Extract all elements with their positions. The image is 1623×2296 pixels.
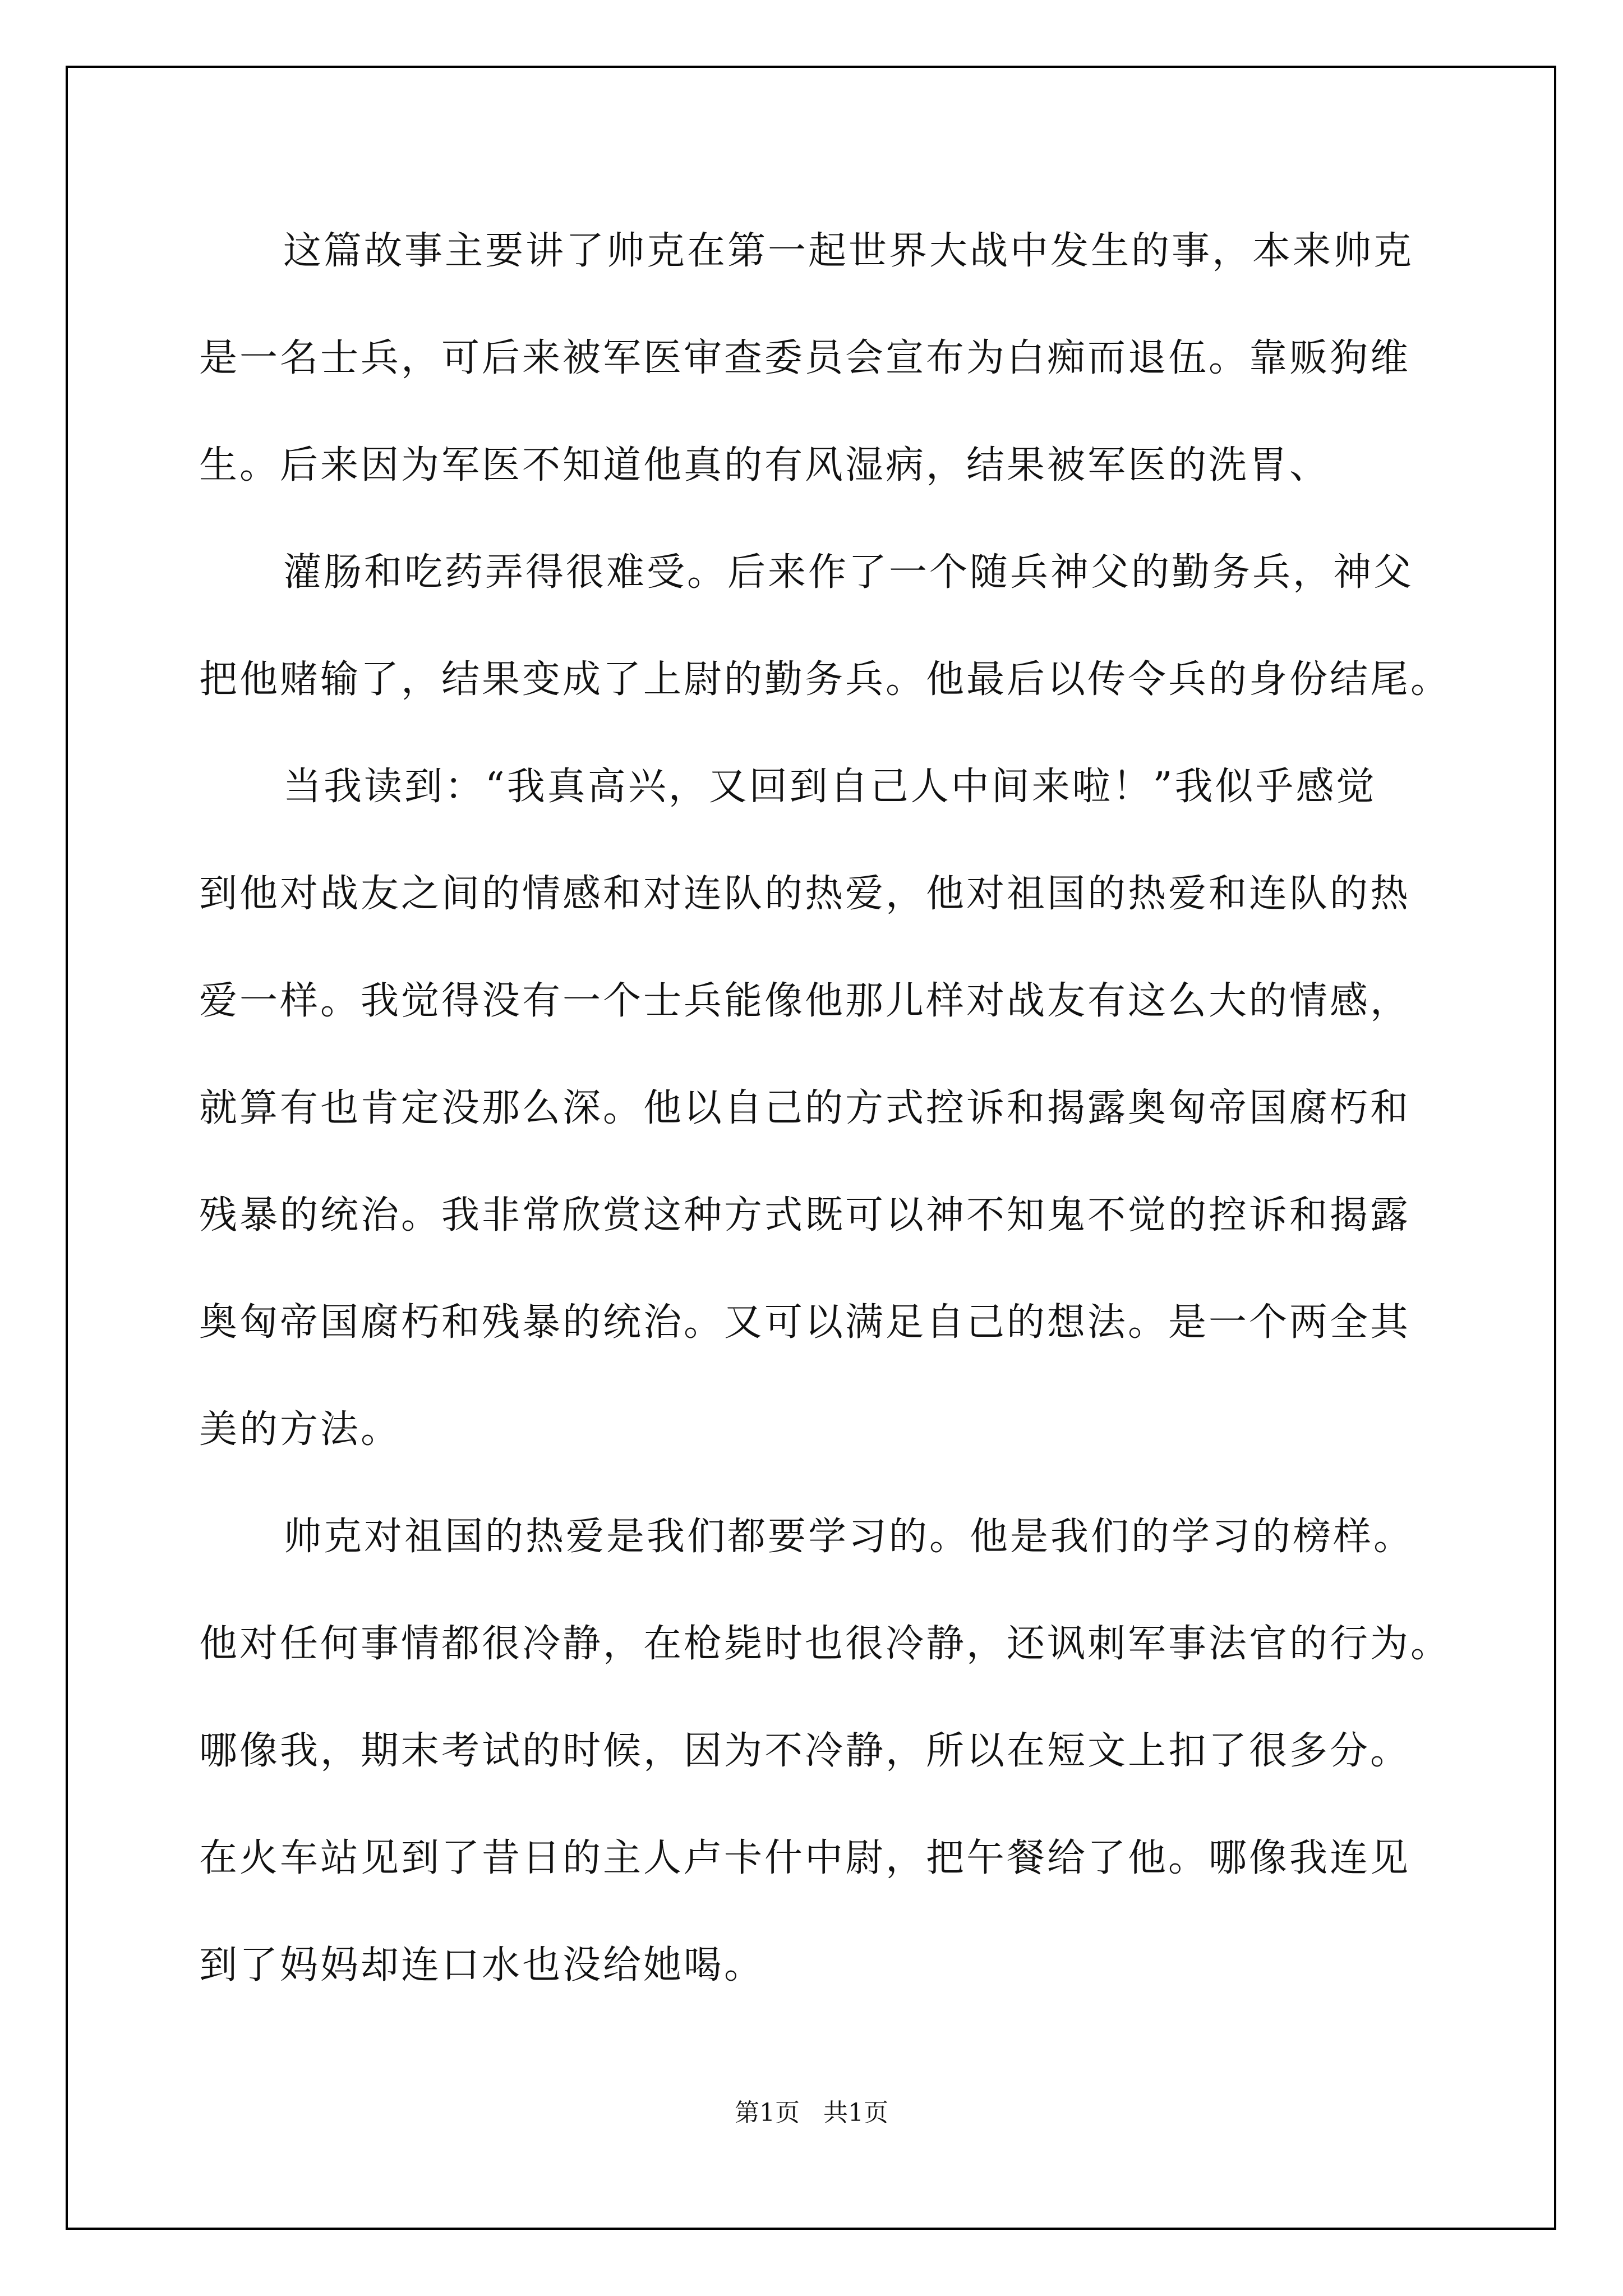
page-number-footer: 第1页 共1页 <box>735 2099 888 2127</box>
text-line: 灌肠和吃药弄得很难受。后来作了一个随兵神父的勤务兵，神父 <box>283 550 1414 595</box>
text-line: 爱一样。我觉得没有一个士兵能像他那儿样对战友有这么大的情感， <box>199 979 1411 1023</box>
text-line: 哪像我，期末考试的时候，因为不冷静，所以在短文上扣了很多分。 <box>199 1729 1411 1773</box>
text-line: 把他赌输了，结果变成了上尉的勤务兵。他最后以传令兵的身份结尾。 <box>199 657 1451 702</box>
text-line: 美的方法。 <box>199 1407 402 1452</box>
text-line: 就算有也肯定没那么深。他以自己的方式控诉和揭露奥匈帝国腐朽和 <box>199 1086 1411 1130</box>
text-line: 奥匈帝国腐朽和残暴的统治。又可以满足自己的想法。是一个两全其 <box>199 1300 1411 1345</box>
text-line: 这篇故事主要讲了帅克在第一起世界大战中发生的事，本来帅克 <box>283 229 1414 273</box>
text-line: 帅克对祖国的热爱是我们都要学习的。他是我们的学习的榜样。 <box>283 1515 1414 1559</box>
text-line: 他对任何事情都很冷静，在枪毙时也很冷静，还讽刺军事法官的行为。 <box>199 1622 1451 1666</box>
text-line: 到他对战友之间的情感和对连队的热爱，他对祖国的热爱和连队的热 <box>199 872 1411 916</box>
text-line: 残暴的统治。我非常欣赏这种方式既可以神不知鬼不觉的控诉和揭露 <box>199 1193 1411 1237</box>
text-line: 在火车站见到了昔日的主人卢卡什中尉，把午餐给了他。哪像我连见 <box>199 1836 1411 1880</box>
text-line: 生。后来因为军医不知道他真的有风湿病，结果被军医的洗胃、 <box>199 443 1330 487</box>
text-line: 到了妈妈却连口水也没给她喝。 <box>199 1943 765 1987</box>
text-line: 当我读到：“我真高兴，又回到自己人中间来啦！”我似乎感觉 <box>283 765 1377 809</box>
text-line: 是一名士兵，可后来被军医审查委员会宣布为白痴而退伍。靠贩狗维 <box>199 336 1411 380</box>
